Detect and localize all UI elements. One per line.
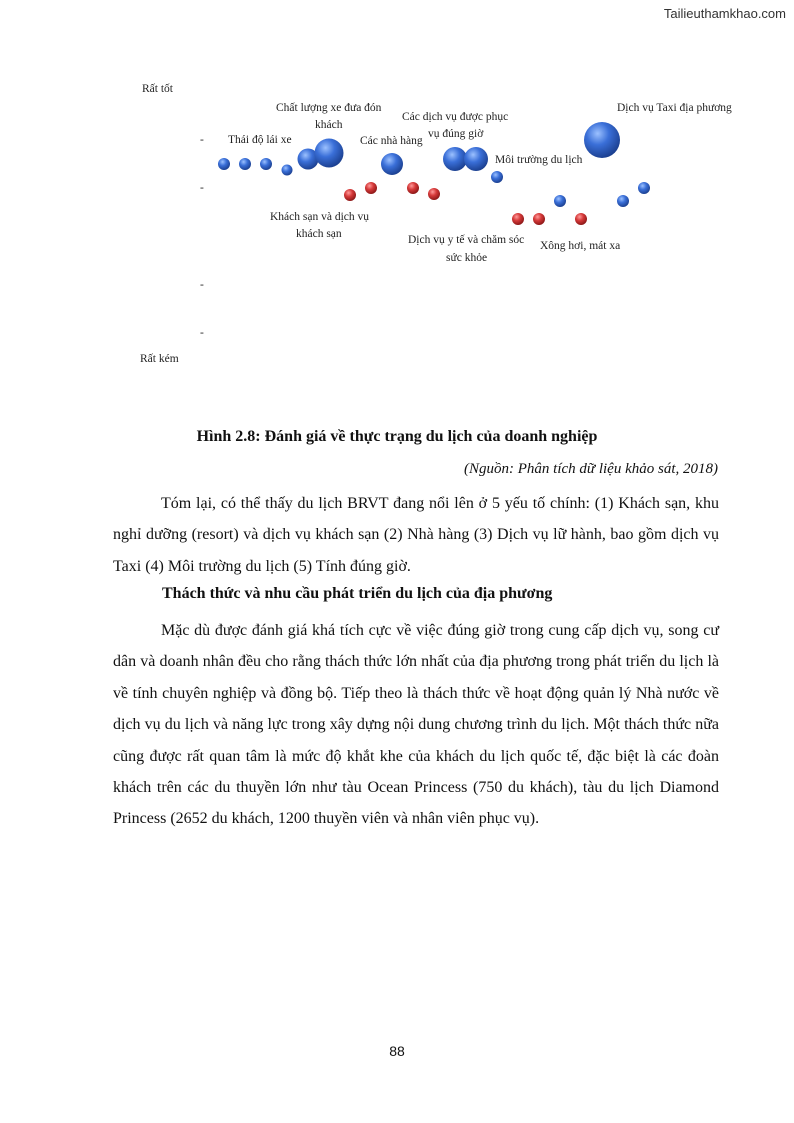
blue-bubble [584, 122, 620, 158]
annotation-label: Thái độ lái xe [228, 134, 292, 146]
red-bubble [512, 213, 524, 225]
blue-bubble [381, 153, 403, 175]
blue-bubble [239, 158, 251, 170]
tick-mark: - [200, 134, 204, 146]
blue-bubble [260, 158, 272, 170]
blue-bubble [554, 195, 566, 207]
tick-mark: - [200, 182, 204, 194]
annotation-label: Dịch vụ y tế và chăm sóc [408, 234, 525, 246]
red-bubble [365, 182, 377, 194]
annotation-label: Các nhà hàng [360, 135, 423, 147]
annotation-label: sức khỏe [446, 252, 488, 264]
tick-mark: - [200, 279, 204, 291]
section-heading: Thách thức và nhu cầu phát triển du lịch của địa phương [162, 585, 553, 602]
blue-bubble [464, 147, 488, 171]
red-bubble [344, 189, 356, 201]
blue-bubble [315, 139, 344, 168]
annotation-label: Dịch vụ Taxi địa phương [617, 102, 732, 114]
annotation-label: khách [315, 119, 343, 131]
red-bubble [428, 188, 440, 200]
page-number: 88 [389, 1043, 405, 1059]
blue-bubble [282, 165, 293, 176]
paragraph-text: Tóm lại, có thể thấy du lịch BRVT đang nổi lên ở 5 yếu tố chính: (1) Khách sạn, khu nghỉ dưỡng (resort) và dịch vụ khách sạn (2) Nhà hàng (3) Dịch vụ lữ hành, bao gồm dịch vụ Taxi (4) Môi trường du lịch (5) Tính đúng giờ. [113, 495, 719, 575]
annotation-label: Khách sạn và dịch vụ [270, 211, 369, 223]
paragraph [113, 488, 719, 582]
annotation-label: khách sạn [296, 228, 342, 240]
y-label-bottom: Rất kém [140, 353, 179, 365]
blue-bubble [638, 182, 650, 194]
watermark: Tailieuthamkhao.com [663, 6, 786, 21]
annotation-label: Các dịch vụ được phục [402, 111, 509, 123]
red-bubble [533, 213, 545, 225]
blue-bubble [218, 158, 230, 170]
annotation-label: Chất lượng xe đưa đón [276, 102, 382, 114]
y-label-top: Rất tốt [142, 83, 173, 95]
bubble-chart-svg [130, 75, 732, 375]
annotation-label: vụ đúng giờ [428, 128, 484, 140]
blue-bubble [491, 171, 503, 183]
tick-mark: - [200, 327, 204, 339]
bubble-chart [130, 75, 732, 375]
annotation-label: Môi trường du lịch [495, 154, 583, 166]
figure-source: (Nguồn: Phân tích dữ liệu khảo sát, 2018) [464, 461, 718, 477]
paragraph-text: Mặc dù được đánh giá khá tích cực về việc đúng giờ trong cung cấp dịch vụ, song cư dân và doanh nhân đều cho rằng thách thức lớn nhất của địa phương trong phát triển du lịch là về tính chuyên nghiệp và đồng bộ. Tiếp theo là thách thức về hoạt động quản lý Nhà nước về dịch vụ du lịch và năng lực trong xây dựng nội dung chương trình du lịch. Một thách thức nữa cũng được rất quan tâm là mức độ khắt khe của khách du lịch quốc tế, đặc biệt là các đoàn khách trên các du thuyền lớn như tàu Ocean Princess (750 du khách), tàu du lịch Diamond Princess (2652 du khách, 1200 thuyền viên và nhân viên phục vụ). [113, 622, 719, 828]
annotation-label: Xông hơi, mát xa [540, 240, 621, 252]
blue-bubble [443, 147, 467, 171]
figure-caption: Hình 2.8: Đánh giá về thực trạng du lịch của doanh nghiệp [196, 428, 598, 445]
red-bubble [407, 182, 419, 194]
paragraph [113, 615, 719, 835]
blue-bubble [617, 195, 629, 207]
red-bubble [575, 213, 587, 225]
